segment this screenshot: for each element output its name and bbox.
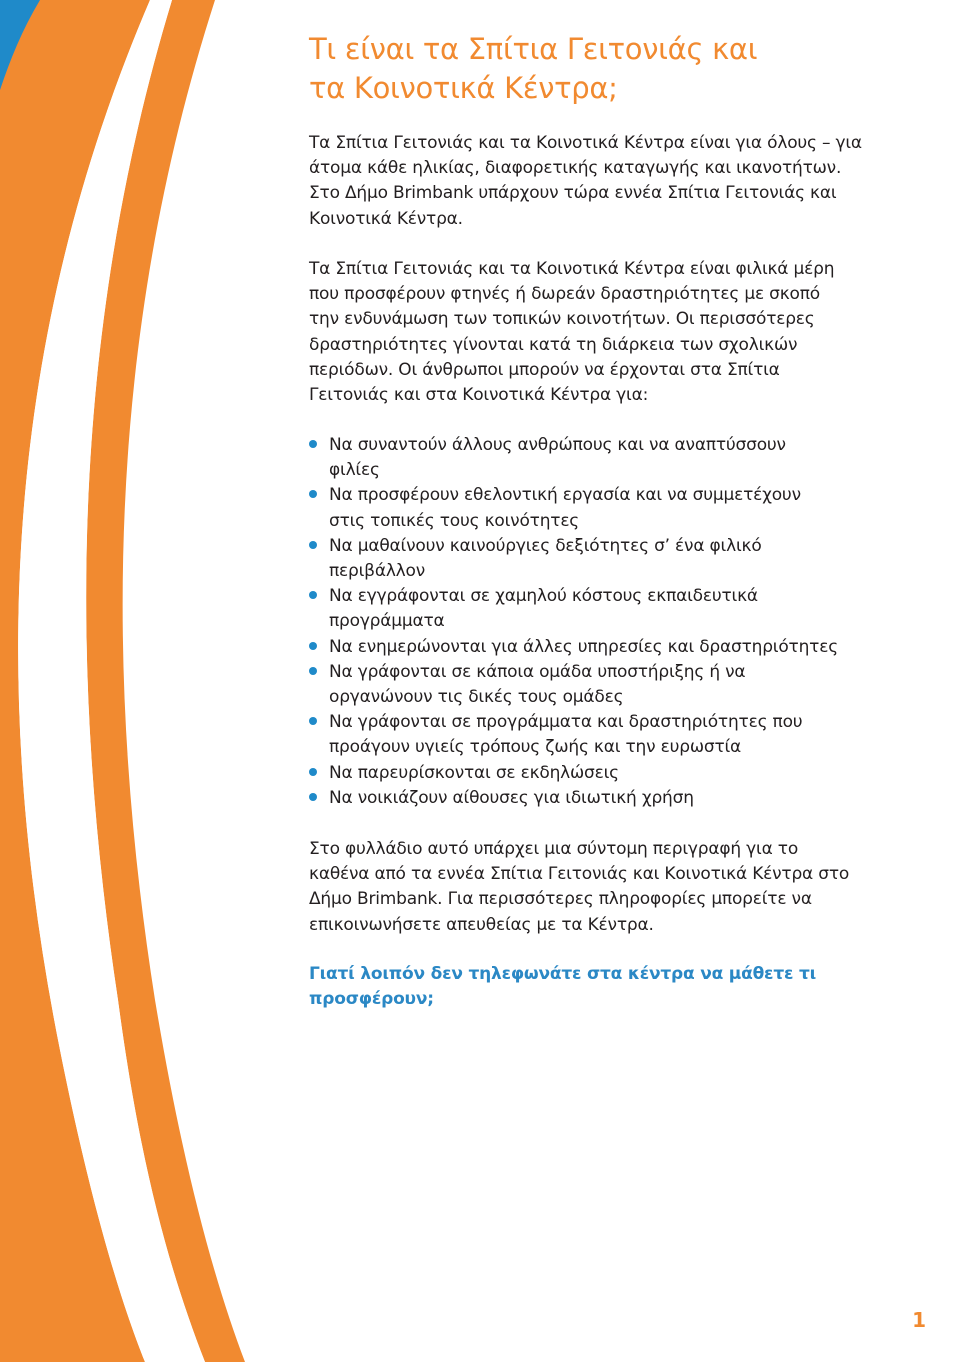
- list-item: [309, 483, 919, 533]
- list-item-text: Να προσφέρουν εθελοντική εργασία και να συμμετέχουν: [329, 485, 801, 506]
- text-line: Γειτονιάς και στα Κοινοτικά Κέντρα για:: [309, 385, 649, 406]
- text-line: Κοινοτικά Κέντρα.: [309, 208, 463, 229]
- list-item-text: Να ενημερώνονται για άλλες υπηρεσίες και δραστηριότητες: [329, 636, 838, 657]
- text-line: Στο Δήμο Brimbank υπάρχουν τώρα εννέα Σπίτια Γειτονιάς και: [309, 183, 837, 204]
- text-line: δραστηριότητες γίνονται κατά τη διάρκεια των σχολικών: [309, 334, 798, 355]
- page-number: 1: [912, 1308, 926, 1332]
- list-item-text: Να παρευρίσκονται σε εκδηλώσεις: [329, 762, 619, 783]
- list-item: [309, 433, 919, 483]
- list-item-text: στις τοπικές τους κοινότητες: [329, 510, 580, 531]
- text-line: Τα Σπίτια Γειτονιάς και τα Κοινοτικά Κέντρα είναι φιλικά μέρη: [309, 259, 835, 279]
- list-item-text: Να εγγράφονται σε χαμηλού κόστους εκπαιδευτικά: [329, 586, 758, 607]
- bullet-dot-icon: [309, 642, 317, 650]
- intro-paragraph: [309, 131, 919, 232]
- list-item-text: φιλίες: [329, 460, 380, 481]
- list-item-text: Να γράφονται σε προγράμματα και δραστηριότητες που: [329, 712, 803, 733]
- bullet-dot-icon: [309, 717, 317, 725]
- list-item: [309, 786, 919, 811]
- list-item: [309, 534, 919, 584]
- bullet-dot-icon: [309, 793, 317, 801]
- text-line: περιόδων. Οι άνθρωποι μπορούν να έρχονται στα Σπίτια: [309, 359, 780, 380]
- text-line: Στο φυλλάδιο αυτό υπάρχει μια σύντομη περιγραφή για το: [309, 839, 799, 859]
- list-item: [309, 635, 919, 660]
- bullet-dot-icon: [309, 768, 317, 776]
- list-item-text: Να γράφονται σε κάποια ομάδα υποστήριξης ή να: [329, 661, 746, 682]
- bullet-dot-icon: [309, 440, 317, 448]
- text-line: Τα Σπίτια Γειτονιάς και τα Κοινοτικά Κέντρα είναι για όλους – για: [309, 133, 862, 153]
- list-item: [309, 660, 919, 710]
- list-item: [309, 584, 919, 634]
- text-line: που προσφέρουν φτηνές ή δωρεάν δραστηριότητες με σκοπό: [309, 284, 820, 305]
- decorative-swoosh: [0, 0, 300, 1362]
- text-line: επικοινωνήσετε απευθείας με τα Κέντρα.: [309, 914, 654, 935]
- list-item-text: προγράμματα: [329, 611, 445, 632]
- bullet-dot-icon: [309, 667, 317, 675]
- list-item: [309, 710, 919, 760]
- list-item-text: Να συναντούν άλλους ανθρώπους και να αναπτύσσουν: [329, 435, 786, 455]
- text-line: καθένα από τα εννέα Σπίτια Γειτονιάς και Κοινοτικά Κέντρα στο: [309, 864, 850, 885]
- list-item-text: οργανώνουν τις δικές τους ομάδες: [329, 687, 624, 708]
- reasons-list: [309, 433, 919, 811]
- list-item-text: Να μαθαίνουν καινούργιες δεξιότητες σ’ ένα φιλικό: [329, 535, 762, 556]
- page-title: [309, 30, 869, 108]
- text-line: άτομα κάθε ηλικίας, διαφορετικής καταγωγής και ικανοτήτων.: [309, 158, 842, 179]
- page-title-line: τα Κοινοτικά Κέντρα;: [309, 71, 618, 105]
- list-item-text: Να νοικιάζουν αίθουσες για ιδιωτική χρήση: [329, 787, 694, 808]
- text-line: την ενδυνάμωση των τοπικών κοινοτήτων. Οι περισσότερες: [309, 309, 815, 330]
- brochure-note-paragraph: [309, 837, 919, 938]
- text-line: Δήμο Brimbank. Για περισσότερες πληροφορίες μπορείτε να: [309, 889, 812, 910]
- list-item-text: προάγουν υγιείς τρόπους ζωής και την ευρωστία: [329, 737, 742, 758]
- bullet-dot-icon: [309, 591, 317, 599]
- bullet-dot-icon: [309, 490, 317, 498]
- call-to-action-line: Γιατί λοιπόν δεν τηλεφωνάτε στα κέντρα να μάθετε τι: [309, 964, 817, 984]
- page-title-line: Τι είναι τα Σπίτια Γειτονιάς και: [309, 32, 758, 66]
- list-item: [309, 761, 919, 786]
- call-to-action: [309, 962, 919, 1012]
- list-item-text: περιβάλλον: [329, 561, 426, 582]
- call-to-action-line: προσφέρουν;: [309, 989, 434, 1010]
- bullet-dot-icon: [309, 541, 317, 549]
- activities-paragraph: [309, 257, 919, 408]
